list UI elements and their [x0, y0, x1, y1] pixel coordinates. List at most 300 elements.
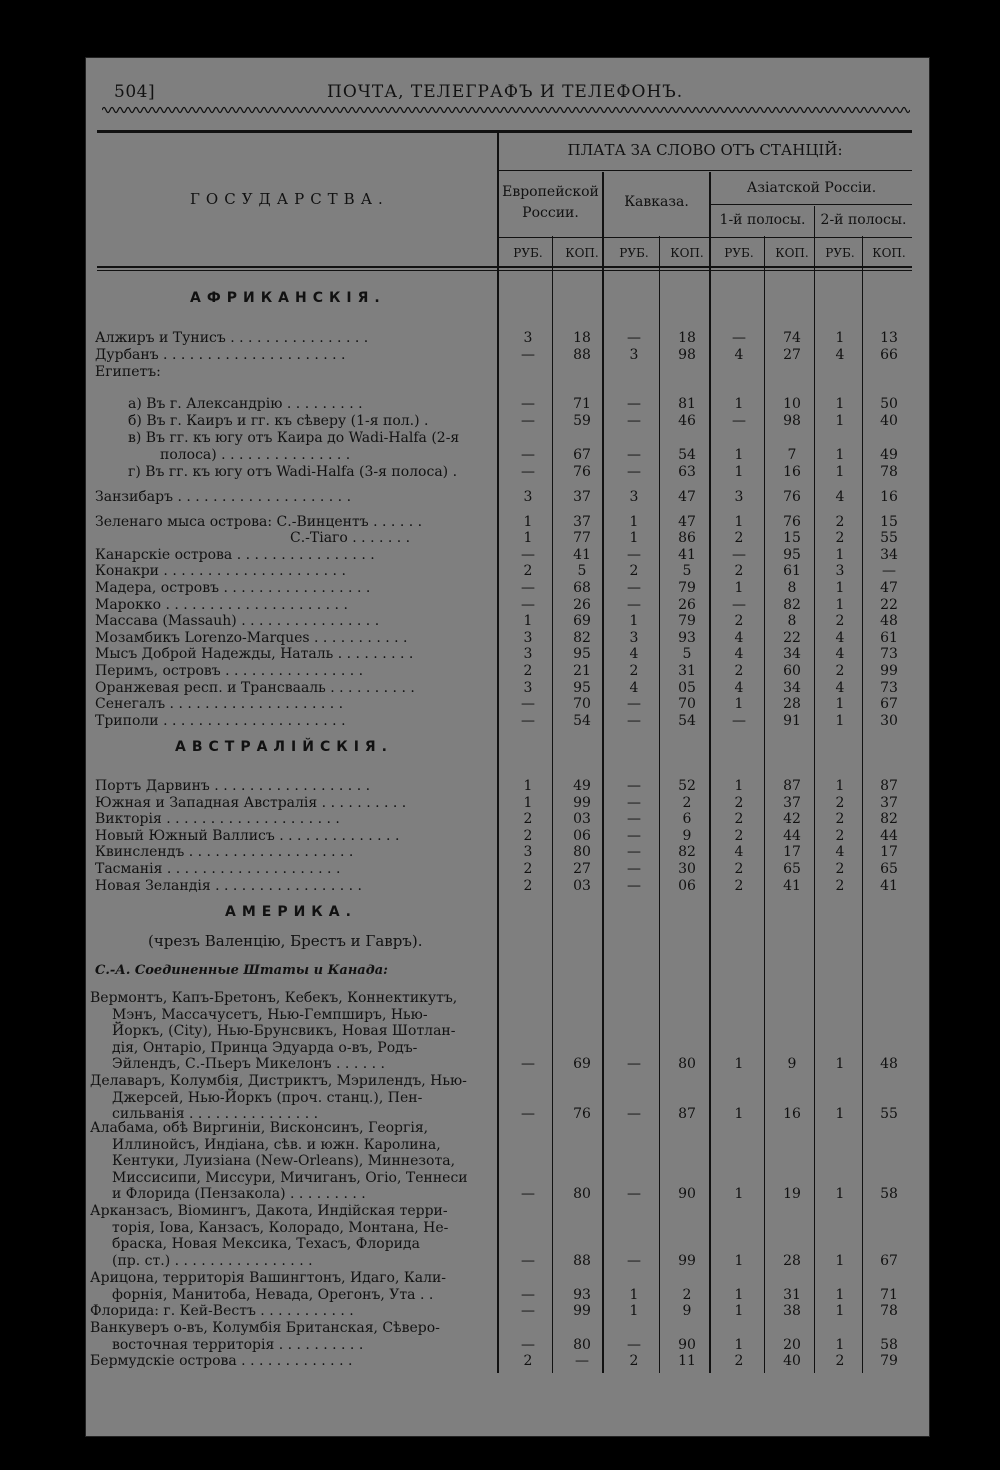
table-cell: 79: [678, 580, 696, 596]
table-cell: 17: [783, 844, 801, 860]
table-cell: 3: [523, 330, 533, 346]
table-cell: 58: [880, 1336, 898, 1353]
caucasus-header: Кавказа.: [624, 194, 689, 210]
table-cell: 98: [678, 347, 696, 363]
zone2-header: 2-й полосы.: [820, 212, 907, 228]
table-cell: 52: [678, 778, 696, 794]
table-cell: 1: [629, 613, 639, 629]
table-cell: 63: [678, 464, 696, 480]
table-cell: 82: [783, 597, 801, 613]
table-cell: 2: [523, 1353, 533, 1369]
table-row-name: дія, Онтаріо, Принца Эдуарда о-въ, Родъ-: [112, 1039, 418, 1056]
table-cell: —: [732, 330, 746, 346]
table-cell: 2: [835, 613, 845, 629]
page-title: ПОЧТА, ТЕЛЕГРАФЪ И ТЕЛЕФОНЪ.: [327, 82, 684, 102]
section-africa: АФРИКАНСКІЯ.: [190, 290, 386, 306]
table-row-name: Дурбанъ . . . . . . . . . . . . . . . . . . . . .: [95, 347, 346, 363]
table-cell: 91: [783, 713, 801, 729]
table-cell: 69: [573, 1056, 591, 1072]
unit-rub: РУБ.: [724, 246, 754, 260]
table-cell: 41: [573, 547, 591, 563]
table-cell: 4: [835, 347, 845, 363]
table-cell: 2: [523, 828, 533, 844]
table-cell: 11: [678, 1353, 696, 1369]
table-cell: —: [521, 1056, 535, 1072]
table-cell: 2: [734, 530, 744, 546]
table-cell: 5: [682, 646, 692, 662]
table-cell: 59: [573, 413, 591, 429]
europe-header: Европейской России.: [502, 184, 599, 221]
table-cell: —: [521, 1252, 535, 1269]
table-cell: 1: [734, 447, 744, 463]
table-cell: 49: [880, 447, 898, 463]
table-cell: 1: [835, 713, 845, 729]
table-cell: 37: [573, 514, 591, 530]
table-cell: 1: [835, 778, 845, 794]
head-rule: [710, 204, 912, 205]
table-cell: 18: [678, 330, 696, 346]
table-cell: 2: [682, 1286, 692, 1303]
table-cell: 61: [783, 563, 801, 579]
table-cell: 2: [734, 613, 744, 629]
table-cell: 3: [523, 844, 533, 860]
table-cell: 1: [835, 1303, 845, 1319]
unit-kop: КОП.: [775, 246, 809, 260]
table-cell: 48: [880, 613, 898, 629]
table-cell: 1: [835, 1286, 845, 1303]
table-cell: 80: [678, 1056, 696, 1072]
table-cell: 37: [573, 489, 591, 505]
table-cell: —: [627, 861, 641, 877]
table-cell: —: [521, 464, 535, 480]
table-cell: 2: [523, 861, 533, 877]
table-cell: 4: [734, 630, 744, 646]
table-row-name: Кентуки, Луизіана (New-Orleans), Миннезота,: [112, 1153, 456, 1169]
table-cell: 2: [835, 514, 845, 530]
fee-header: ПЛАТА ЗА СЛОВО ОТЪ СТАНЦІЙ:: [567, 141, 843, 159]
table-row-name: Арканзасъ, Віомингъ, Дакота, Индійская терри-: [90, 1203, 448, 1219]
table-cell: 1: [835, 1106, 845, 1122]
table-cell: 1: [734, 1286, 744, 1303]
table-cell: 3: [629, 489, 639, 505]
table-cell: 82: [678, 844, 696, 860]
table-cell: 4: [835, 489, 845, 505]
table-cell: 81: [678, 396, 696, 412]
table-row-name: Алжиръ и Тунисъ . . . . . . . . . . . . . . . .: [95, 330, 369, 346]
table-row-name: Флорида: г. Кей-Вестъ . . . . . . . . . . .: [90, 1303, 354, 1319]
table-cell: 93: [573, 1286, 591, 1303]
table-row-name: Сенегалъ . . . . . . . . . . . . . . . . . . . .: [95, 696, 344, 712]
table-cell: 47: [678, 514, 696, 530]
table-cell: 48: [880, 1056, 898, 1072]
table-cell: 27: [783, 347, 801, 363]
table-cell: 2: [835, 795, 845, 811]
table-row-name: Новая Зеландія . . . . . . . . . . . . . . . . .: [95, 878, 362, 894]
table-cell: 1: [629, 514, 639, 530]
table-row-name: г) Въ гг. къ югу отъ Wadi-Halfa (3-я полоса) .: [128, 464, 458, 480]
table-row-name: браска, Новая Мексика, Техасъ, Флорида: [112, 1236, 420, 1252]
table-row-name: а) Въ г. Александрію . . . . . . . . .: [128, 396, 363, 412]
table-cell: 16: [783, 464, 801, 480]
table-cell: 1: [734, 464, 744, 480]
table-cell: 1: [835, 696, 845, 712]
unit-kop: КОП.: [670, 246, 704, 260]
table-cell: —: [521, 1286, 535, 1303]
table-cell: 4: [629, 680, 639, 696]
table-cell: 41: [880, 878, 898, 894]
table-cell: 4: [734, 347, 744, 363]
table-cell: 34: [880, 547, 898, 563]
table-cell: 78: [880, 464, 898, 480]
unit-rub: РУБ.: [513, 246, 543, 260]
table-cell: 2: [523, 563, 533, 579]
table-cell: 90: [678, 1186, 696, 1202]
table-cell: 2: [734, 878, 744, 894]
table-cell: 03: [573, 811, 591, 827]
table-cell: —: [521, 713, 535, 729]
table-cell: 74: [783, 330, 801, 346]
table-cell: 3: [629, 347, 639, 363]
table-row-name: Мэнъ, Массачусетъ, Нью-Гемпширъ, Нью-: [112, 1006, 428, 1023]
table-row-name: Занзибаръ . . . . . . . . . . . . . . . . . . . .: [95, 489, 352, 505]
table-cell: 69: [573, 613, 591, 629]
unit-rub: РУБ.: [619, 246, 649, 260]
table-cell: 55: [880, 530, 898, 546]
table-cell: 28: [783, 1252, 801, 1269]
table-cell: 44: [783, 828, 801, 844]
table-cell: 13: [880, 330, 898, 346]
table-cell: 87: [783, 778, 801, 794]
table-cell: 1: [835, 464, 845, 480]
table-cell: 1: [734, 778, 744, 794]
table-cell: 70: [573, 696, 591, 712]
table-cell: 2: [629, 663, 639, 679]
table-row-name: Тасманія . . . . . . . . . . . . . . . . . . . .: [95, 861, 341, 877]
head-rule: [498, 170, 912, 171]
table-cell: 88: [573, 1252, 591, 1269]
table-cell: 1: [523, 613, 533, 629]
table-cell: 3: [523, 489, 533, 505]
table-row-name: (пр. ст.) . . . . . . . . . . . . . . . .: [112, 1252, 313, 1269]
table-row-name: Портъ Дарвинъ . . . . . . . . . . . . . . . . . .: [95, 778, 371, 794]
table-cell: —: [521, 347, 535, 363]
table-cell: 70: [678, 696, 696, 712]
table-row-name: Конакри . . . . . . . . . . . . . . . . . . . . .: [95, 563, 346, 579]
table-cell: 3: [734, 489, 744, 505]
column-divider: [764, 236, 765, 1373]
table-cell: 67: [573, 447, 591, 463]
table-cell: 54: [678, 713, 696, 729]
table-cell: 06: [678, 878, 696, 894]
section-america: АМЕРИКА.: [225, 904, 357, 920]
table-cell: 9: [682, 1303, 692, 1319]
table-row-name: восточная территорія . . . . . . . . . .: [112, 1336, 364, 1353]
table-cell: 8: [787, 613, 797, 629]
table-cell: —: [521, 447, 535, 463]
table-cell: 99: [573, 795, 591, 811]
table-cell: —: [732, 547, 746, 563]
table-cell: 79: [880, 1353, 898, 1369]
table-cell: —: [732, 713, 746, 729]
table-cell: 87: [880, 778, 898, 794]
column-divider: [659, 236, 660, 1373]
states-header: ГОСУДАРСТВА.: [190, 190, 389, 208]
table-cell: 9: [787, 1056, 797, 1072]
table-cell: 16: [880, 489, 898, 505]
table-cell: 20: [783, 1336, 801, 1353]
table-cell: 4: [734, 646, 744, 662]
table-cell: 1: [629, 530, 639, 546]
table-cell: 15: [783, 530, 801, 546]
head-rule: [498, 237, 912, 238]
table-cell: 19: [783, 1186, 801, 1202]
table-row-name: полоса) . . . . . . . . . . . . . . .: [160, 447, 351, 463]
table-cell: 1: [734, 396, 744, 412]
table-cell: 2: [835, 1353, 845, 1369]
table-head-rule: [97, 266, 912, 268]
table-cell: 76: [783, 489, 801, 505]
table-cell: —: [627, 597, 641, 613]
unit-kop: КОП.: [565, 246, 599, 260]
table-cell: 1: [835, 580, 845, 596]
table-row-name: Арицона, территорія Вашингтонъ, Идаго, Кали-: [90, 1270, 447, 1286]
table-cell: —: [521, 413, 535, 429]
table-cell: 1: [734, 1252, 744, 1269]
table-row-name: Ванкуверъ о-въ, Колумбія Британская, Сѣверо-: [90, 1320, 440, 1336]
table-cell: —: [627, 464, 641, 480]
table-row-name: Викторія . . . . . . . . . . . . . . . . . . . .: [95, 811, 340, 827]
table-cell: 4: [734, 680, 744, 696]
table-row-name: Массава (Massauh) . . . . . . . . . . . . . . . .: [95, 613, 380, 629]
table-cell: 95: [573, 646, 591, 662]
section-australia: АВСТРАЛІЙСКІЯ.: [175, 739, 394, 755]
table-cell: 1: [734, 580, 744, 596]
table-cell: 4: [835, 630, 845, 646]
table-cell: 1: [629, 1286, 639, 1303]
table-cell: 34: [783, 646, 801, 662]
table-cell: 30: [880, 713, 898, 729]
table-cell: 86: [678, 530, 696, 546]
table-cell: 79: [678, 613, 696, 629]
table-row-name: форнія, Манитоба, Невада, Орегонъ, Ута . .: [112, 1286, 434, 1303]
table-cell: 31: [783, 1286, 801, 1303]
table-cell: —: [627, 396, 641, 412]
table-cell: 2: [734, 828, 744, 844]
table-cell: 2: [734, 663, 744, 679]
table-cell: 2: [523, 878, 533, 894]
table-cell: 1: [734, 1056, 744, 1072]
table-row-name: сильванія . . . . . . . . . . . . . . .: [112, 1106, 319, 1122]
table-row-name: Квинслендъ . . . . . . . . . . . . . . . . . . .: [95, 844, 354, 860]
table-cell: 47: [880, 580, 898, 596]
table-cell: 3: [835, 563, 845, 579]
table-cell: 7: [787, 447, 797, 463]
table-row-name: Миссисипи, Миссури, Мичиганъ, Огіо, Теннеси: [112, 1169, 468, 1186]
table-cell: 34: [783, 680, 801, 696]
table-cell: —: [627, 547, 641, 563]
table-cell: —: [627, 713, 641, 729]
table-cell: 95: [573, 680, 591, 696]
table-row-name: Мысъ Доброй Надежды, Наталь . . . . . . . . .: [95, 646, 414, 662]
table-row-name: Оранжевая респ. и Трансвааль . . . . . . . . . .: [95, 680, 415, 696]
table-cell: 1: [835, 396, 845, 412]
table-cell: —: [521, 1303, 535, 1319]
table-cell: 2: [629, 563, 639, 579]
table-row-name: Зеленаго мыса острова: С.-Винцентъ . . . . . .: [95, 514, 423, 530]
table-cell: 1: [523, 514, 533, 530]
table-cell: —: [521, 1106, 535, 1122]
table-cell: 76: [573, 1106, 591, 1122]
table-cell: 4: [835, 646, 845, 662]
table-cell: 5: [577, 563, 587, 579]
table-row-name: в) Въ гг. къ югу отъ Каира до Wadi-Halfa (2-я: [128, 430, 460, 446]
table-cell: 88: [573, 347, 591, 363]
table-row-name: Йоркъ, (City), Нью-Брунсвикъ, Новая Шотлан-: [112, 1023, 456, 1039]
column-divider: [552, 236, 553, 1373]
table-row-name: Делаваръ, Колумбія, Дистриктъ, Мэрилендъ, Нью-: [90, 1073, 467, 1089]
table-cell: 1: [835, 1186, 845, 1202]
table-cell: 55: [880, 1106, 898, 1122]
table-cell: 44: [880, 828, 898, 844]
table-cell: 05: [678, 680, 696, 696]
table-cell: 80: [573, 1336, 591, 1353]
table-cell: —: [627, 696, 641, 712]
table-cell: 2: [523, 663, 533, 679]
table-cell: —: [627, 844, 641, 860]
table-cell: 71: [573, 396, 591, 412]
usa-label: С.-А. Соединенные Штаты и Канада:: [95, 963, 388, 978]
table-row-name: Мадера, островъ . . . . . . . . . . . . . . . . .: [95, 580, 371, 596]
table-cell: 3: [523, 646, 533, 662]
table-row-name: Триполи . . . . . . . . . . . . . . . . . . . . .: [95, 713, 346, 729]
table-cell: 3: [523, 680, 533, 696]
table-cell: 03: [573, 878, 591, 894]
table-cell: 99: [880, 663, 898, 679]
table-cell: 10: [783, 396, 801, 412]
table-cell: 4: [835, 844, 845, 860]
table-cell: 38: [783, 1303, 801, 1319]
table-cell: 54: [573, 713, 591, 729]
table-cell: 22: [783, 630, 801, 646]
table-cell: 1: [835, 1056, 845, 1072]
table-cell: 1: [835, 1336, 845, 1353]
table-cell: 2: [682, 795, 692, 811]
table-cell: 41: [678, 547, 696, 563]
table-cell: 26: [573, 597, 591, 613]
table-cell: —: [627, 1336, 641, 1353]
table-row-name: Вермонтъ, Капъ-Бретонъ, Кебекъ, Коннектикутъ,: [90, 990, 458, 1006]
table-cell: 40: [783, 1353, 801, 1369]
table-row-name: Канарскіе острова . . . . . . . . . . . . . . . .: [95, 547, 375, 563]
table-row-name: б) Въ г. Каиръ и гг. къ сѣверу (1-я пол.) .: [128, 413, 429, 429]
table-cell: —: [732, 597, 746, 613]
table-cell: 37: [880, 795, 898, 811]
table-cell: 18: [573, 330, 591, 346]
table-cell: 76: [783, 514, 801, 530]
table-cell: 5: [682, 563, 692, 579]
table-cell: 65: [783, 861, 801, 877]
table-head-rule-2: [97, 270, 912, 271]
table-cell: 2: [835, 828, 845, 844]
egypt-label: Египетъ:: [95, 364, 161, 380]
table-cell: 2: [734, 795, 744, 811]
table-cell: 2: [835, 811, 845, 827]
column-divider: [497, 133, 499, 1373]
table-cell: 26: [678, 597, 696, 613]
table-cell: 4: [629, 646, 639, 662]
table-row-name: Марокко . . . . . . . . . . . . . . . . . . . . .: [95, 597, 348, 613]
table-cell: 30: [678, 861, 696, 877]
table-cell: —: [575, 1353, 589, 1369]
table-cell: —: [627, 1106, 641, 1122]
table-cell: —: [521, 597, 535, 613]
table-cell: 37: [783, 795, 801, 811]
table-cell: 60: [783, 663, 801, 679]
table-cell: 1: [835, 547, 845, 563]
table-row-name: Перимъ, островъ . . . . . . . . . . . . . . . .: [95, 663, 364, 679]
table-cell: 21: [573, 663, 591, 679]
table-row-name: и Флорида (Пензакола) . . . . . . . . .: [112, 1186, 366, 1202]
wavy-rule: [102, 103, 910, 117]
table-cell: 1: [835, 330, 845, 346]
table-cell: 3: [629, 630, 639, 646]
table-cell: —: [521, 696, 535, 712]
table-cell: 2: [734, 811, 744, 827]
table-cell: —: [521, 1186, 535, 1202]
table-row-name: Бермудскіе острова . . . . . . . . . . . . .: [90, 1353, 353, 1369]
table-cell: 2: [734, 1353, 744, 1369]
table-cell: 22: [880, 597, 898, 613]
table-cell: —: [627, 811, 641, 827]
table-row-name: Новый Южный Валлисъ . . . . . . . . . . . . . .: [95, 828, 400, 844]
table-row-name: Джерсей, Нью-Йоркъ (проч. станц.), Пен-: [112, 1089, 423, 1106]
table-cell: —: [627, 778, 641, 794]
table-cell: 71: [880, 1286, 898, 1303]
table-cell: —: [627, 878, 641, 894]
table-cell: 1: [523, 530, 533, 546]
table-cell: 2: [835, 530, 845, 546]
table-cell: 1: [734, 514, 744, 530]
table-cell: —: [521, 1336, 535, 1353]
table-cell: —: [627, 828, 641, 844]
table-row-name: Южная и Западная Австралія . . . . . . . . . .: [95, 795, 407, 811]
table-cell: 47: [678, 489, 696, 505]
table-cell: 6: [682, 811, 692, 827]
table-top-rule: [97, 130, 912, 133]
table-cell: —: [627, 413, 641, 429]
table-cell: —: [521, 580, 535, 596]
table-cell: 3: [523, 630, 533, 646]
table-cell: 54: [678, 447, 696, 463]
table-cell: 80: [573, 844, 591, 860]
unit-rub: РУБ.: [825, 246, 855, 260]
table-cell: 77: [573, 530, 591, 546]
table-cell: 15: [880, 514, 898, 530]
table-cell: 9: [682, 828, 692, 844]
table-cell: 66: [880, 347, 898, 363]
table-cell: 4: [734, 844, 744, 860]
table-cell: —: [627, 1252, 641, 1269]
table-cell: 28: [783, 696, 801, 712]
table-cell: 42: [783, 811, 801, 827]
table-cell: 2: [734, 861, 744, 877]
table-cell: 1: [629, 1303, 639, 1319]
table-cell: —: [732, 413, 746, 429]
table-cell: 06: [573, 828, 591, 844]
table-cell: 2: [835, 878, 845, 894]
table-cell: 61: [880, 630, 898, 646]
table-cell: —: [627, 580, 641, 596]
